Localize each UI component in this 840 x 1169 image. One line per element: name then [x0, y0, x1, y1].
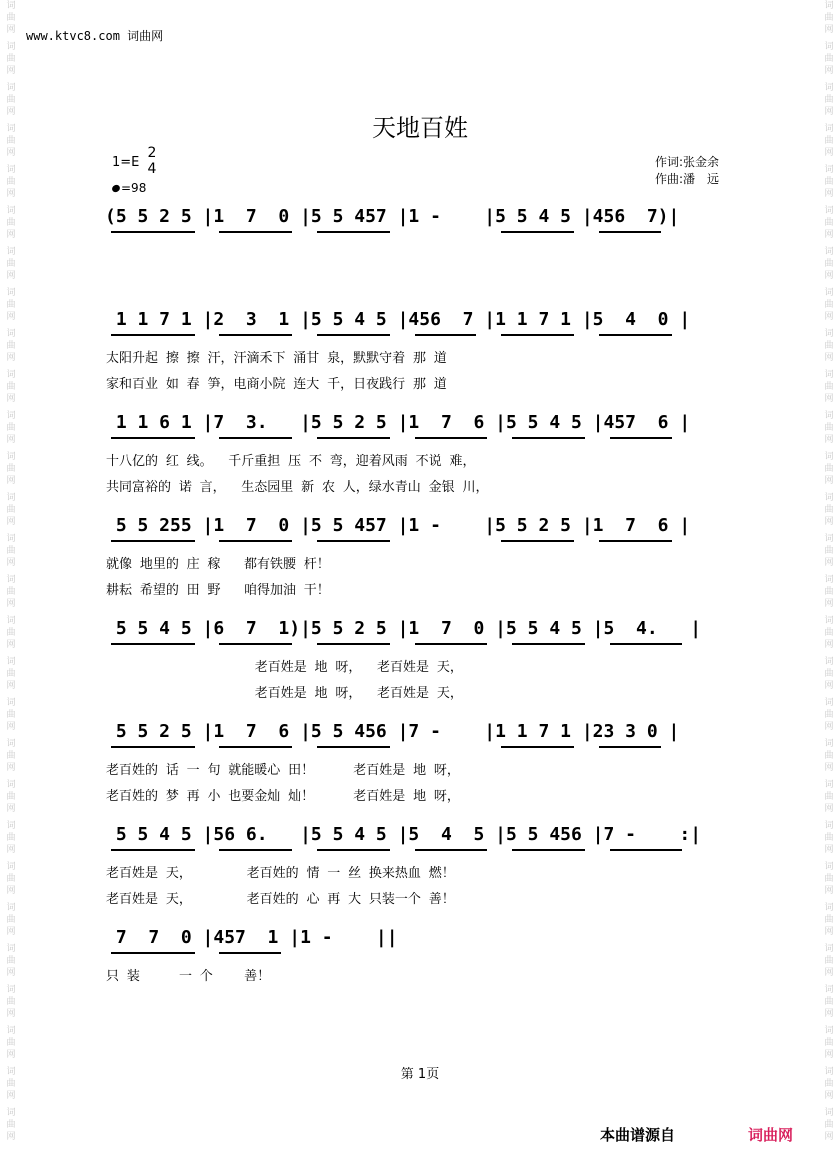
watermark-text: 词 曲 网 [6, 288, 16, 322]
beam-line [415, 643, 488, 645]
watermark-text: 词 曲 网 [824, 1108, 834, 1142]
watermark-text: 词 曲 网 [824, 821, 834, 855]
lyric-line: 家和百业 如 春 笋，电商小院 连大 千，日夜践行 那 道 [106, 377, 447, 392]
beam-line [599, 746, 661, 748]
watermark-text: 词 曲 网 [6, 42, 16, 76]
beam-line [317, 746, 390, 748]
watermark-right [820, 0, 838, 1169]
lyric-line: 只 装 一 个 善！ [106, 969, 271, 984]
lyric-line: 太阳升起 擦 擦 汗，汗滴禾下 涌甘 泉，默默守着 那 道 [106, 351, 447, 366]
lyric-line: 耕耘 希望的 田 野 咱得加油 干！ [106, 583, 330, 598]
beam-line [512, 849, 585, 851]
beam-line [111, 643, 195, 645]
watermark-text: 词 曲 网 [6, 83, 16, 117]
beam-line [610, 849, 683, 851]
lyric-line: 老百姓的 梦 再 小 也要金灿 灿！ 老百姓是 地 呀， [106, 789, 460, 804]
beam-line [317, 231, 390, 233]
beam-line [512, 643, 585, 645]
beam-line [501, 746, 574, 748]
watermark-text: 词 曲 网 [6, 534, 16, 568]
watermark-text: 词 曲 网 [6, 1108, 16, 1142]
watermark-text: 词 曲 网 [824, 370, 834, 404]
beam-line [599, 334, 672, 336]
site-url[interactable]: www.ktvc8.com 词曲网 [26, 29, 164, 43]
beam-line [111, 952, 195, 954]
lyricist: 作词:张金余 [655, 155, 720, 169]
watermark-text: 词 曲 网 [6, 1067, 16, 1101]
watermark-text: 词 曲 网 [824, 575, 834, 609]
beam-line [415, 334, 477, 336]
watermark-text: 词 曲 网 [824, 944, 834, 978]
watermark-text: 词 曲 网 [6, 985, 16, 1019]
watermark-text: 词 曲 网 [824, 124, 834, 158]
beam-line [317, 849, 390, 851]
watermark-text: 词 曲 网 [6, 452, 16, 486]
watermark-text: 词 曲 网 [824, 1, 834, 35]
watermark-text: 词 曲 网 [824, 739, 834, 773]
watermark-text: 词 曲 网 [824, 247, 834, 281]
watermark-text: 词 曲 网 [6, 1, 16, 35]
beam-line [111, 334, 195, 336]
watermark-text: 词 曲 网 [824, 493, 834, 527]
beam-line [111, 540, 195, 542]
watermark-text: 词 曲 网 [824, 288, 834, 322]
lyric-line: 共同富裕的 诺 言， 生态园里 新 农 人，绿水青山 金银 川， [106, 480, 489, 495]
beam-line [317, 437, 390, 439]
song-title: 天地百姓 [372, 114, 468, 142]
beam-line [599, 540, 672, 542]
watermark-text: 词 曲 网 [6, 1026, 16, 1060]
beam-line [415, 437, 488, 439]
watermark-text: 词 曲 网 [824, 206, 834, 240]
time-bottom: 4 [147, 161, 157, 177]
watermark-text: 词 曲 网 [6, 247, 16, 281]
watermark-text: 词 曲 网 [824, 780, 834, 814]
watermark-text: 词 曲 网 [6, 616, 16, 650]
tempo-marking [112, 181, 146, 195]
lyric-line: 老百姓是 地 呀， 老百姓是 天， [106, 660, 463, 675]
beam-line [317, 643, 390, 645]
beam-line [512, 437, 585, 439]
beam-line [219, 952, 281, 954]
watermark-text: 词 曲 网 [6, 370, 16, 404]
beam-line [219, 334, 292, 336]
music-line: 7 7 0 |457 1 |1 - || [105, 927, 398, 948]
watermark-text: 词 曲 网 [824, 698, 834, 732]
beam-line [111, 437, 195, 439]
watermark-text: 词 曲 网 [6, 903, 16, 937]
source-label: 本曲谱源自 [600, 1126, 676, 1144]
watermark-text: 词 曲 网 [6, 411, 16, 445]
watermark-text: 词 曲 网 [6, 206, 16, 240]
time-signature [146, 145, 158, 177]
watermark-text: 词 曲 网 [824, 42, 834, 76]
lyric-line: 十八亿的 红 线。 千斤重担 压 不 弯，迎着风雨 不说 难， [106, 454, 476, 469]
watermark-text: 词 曲 网 [6, 124, 16, 158]
watermark-text: 词 曲 网 [6, 862, 16, 896]
watermark-text: 词 曲 网 [6, 657, 16, 691]
beam-line [501, 231, 574, 233]
music-line: 5 5 255 |1 7 0 |5 5 457 |1 - |5 5 2 5 |1 7 6 | [105, 515, 691, 536]
watermark-text: 词 曲 网 [824, 165, 834, 199]
tempo-value: =98 [121, 181, 147, 195]
beam-line [501, 540, 574, 542]
quarter-note-icon [111, 184, 121, 194]
watermark-text: 词 曲 网 [6, 165, 16, 199]
beam-line [610, 643, 683, 645]
lyric-line: 老百姓是 地 呀， 老百姓是 天， [106, 686, 463, 701]
beam-line [501, 334, 574, 336]
beam-line [219, 746, 292, 748]
watermark-text: 词 曲 网 [6, 698, 16, 732]
music-line: 5 5 4 5 |6 7 1)|5 5 2 5 |1 7 0 |5 5 4 5 |5 4. | [105, 618, 702, 639]
music-line: 5 5 4 5 |56 6. |5 5 4 5 |5 4 5 |5 5 456 |7 - :| [105, 824, 702, 845]
beam-line [219, 849, 292, 851]
music-line: (5 5 2 5 |1 7 0 |5 5 457 |1 - |5 5 4 5 |456 7)| [105, 206, 680, 227]
page-number: 第 1页 [400, 1067, 440, 1082]
watermark-text: 词 曲 网 [824, 616, 834, 650]
beam-line [610, 437, 672, 439]
watermark-text: 词 曲 网 [6, 780, 16, 814]
lyric-line: 老百姓是 天， 老百姓的 情 一 丝 换来热血 燃！ [106, 866, 455, 881]
watermark-text: 词 曲 网 [6, 821, 16, 855]
beam-line [219, 437, 292, 439]
music-line: 5 5 2 5 |1 7 6 |5 5 456 |7 - |1 1 7 1 |23 3 0 | [105, 721, 680, 742]
watermark-text: 词 曲 网 [824, 452, 834, 486]
brand-logo[interactable]: 词曲网 [748, 1126, 794, 1144]
beam-line [317, 540, 390, 542]
watermark-text: 词 曲 网 [824, 985, 834, 1019]
beam-line [317, 334, 390, 336]
beam-line [219, 643, 292, 645]
watermark-text: 词 曲 网 [824, 903, 834, 937]
beam-line [111, 849, 195, 851]
watermark-text: 词 曲 网 [6, 944, 16, 978]
beam-line [111, 231, 195, 233]
watermark-text: 词 曲 网 [6, 493, 16, 527]
key-signature: 1=E [112, 155, 140, 170]
watermark-text: 词 曲 网 [6, 739, 16, 773]
beam-line [599, 231, 661, 233]
music-line: 1 1 7 1 |2 3 1 |5 5 4 5 |456 7 |1 1 7 1 |5 4 0 | [105, 309, 691, 330]
watermark-text: 词 曲 网 [6, 575, 16, 609]
lyric-line: 老百姓的 话 一 句 就能暖心 田！ 老百姓是 地 呀， [106, 763, 460, 778]
watermark-text: 词 曲 网 [824, 657, 834, 691]
lyric-line: 老百姓是 天， 老百姓的 心 再 大 只装一个 善！ [106, 892, 455, 907]
watermark-text: 词 曲 网 [824, 329, 834, 363]
music-line: 1 1 6 1 |7 3. |5 5 2 5 |1 7 6 |5 5 4 5 |457 6 | [105, 412, 691, 433]
beam-line [111, 746, 195, 748]
composer: 作曲:潘 远 [655, 172, 720, 186]
watermark-text: 词 曲 网 [824, 862, 834, 896]
watermark-left [2, 0, 20, 1169]
lyric-line: 就像 地里的 庄 稼 都有铁腰 杆！ [106, 557, 330, 572]
beam-line [219, 540, 292, 542]
watermark-text: 词 曲 网 [824, 1067, 834, 1101]
beam-line [219, 231, 292, 233]
watermark-text: 词 曲 网 [6, 329, 16, 363]
watermark-text: 词 曲 网 [824, 411, 834, 445]
watermark-text: 词 曲 网 [824, 534, 834, 568]
beam-line [415, 849, 488, 851]
time-top: 2 [147, 145, 157, 161]
watermark-text: 词 曲 网 [824, 83, 834, 117]
watermark-text: 词 曲 网 [824, 1026, 834, 1060]
